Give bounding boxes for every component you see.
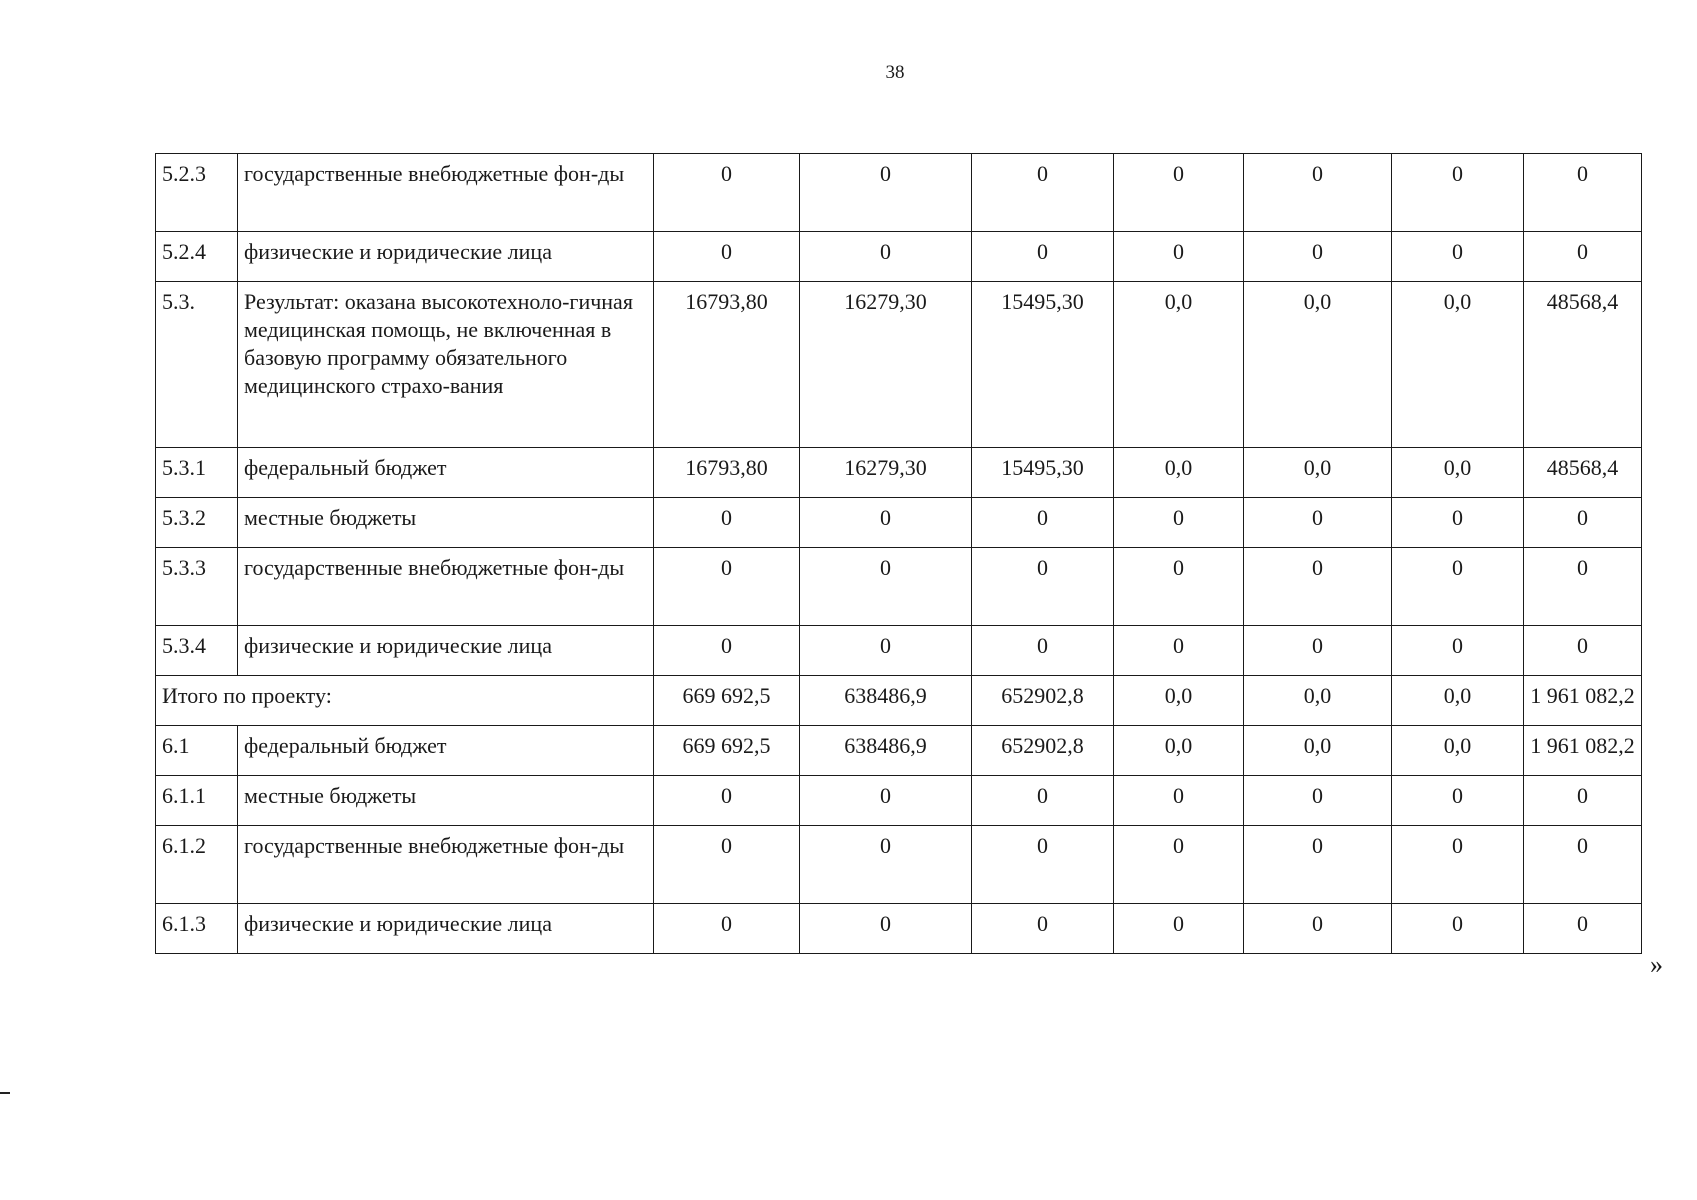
value-cell: 0,0 [1244, 448, 1392, 498]
value-cell: 652902,8 [972, 676, 1114, 726]
value-cell: 15495,30 [972, 282, 1114, 448]
value-cell: 0 [972, 776, 1114, 826]
value-cell: 15495,30 [972, 448, 1114, 498]
row-code: 6.1.1 [156, 776, 238, 826]
row-description: государственные внебюджетные фон-ды [238, 548, 654, 626]
budget-table [155, 153, 1642, 954]
table-row [156, 448, 1642, 498]
row-code: 6.1.2 [156, 826, 238, 904]
value-cell: 0 [654, 826, 800, 904]
table-row [156, 154, 1642, 232]
value-cell: 0,0 [1392, 282, 1524, 448]
value-cell: 0 [654, 776, 800, 826]
value-cell: 0 [1114, 154, 1244, 232]
value-cell: 0 [1244, 232, 1392, 282]
value-cell: 0 [800, 626, 972, 676]
table-row [156, 826, 1642, 904]
row-code: 6.1 [156, 726, 238, 776]
value-cell: 0 [1392, 626, 1524, 676]
value-cell: 0 [1392, 776, 1524, 826]
value-cell: 669 692,5 [654, 726, 800, 776]
value-cell: 0 [1392, 154, 1524, 232]
row-description: государственные внебюджетные фон-ды [238, 154, 654, 232]
value-cell: 0 [1244, 904, 1392, 954]
row-description: физические и юридические лица [238, 232, 654, 282]
table-row [156, 282, 1642, 448]
value-cell: 0 [800, 776, 972, 826]
value-cell: 0 [1244, 626, 1392, 676]
table-row [156, 776, 1642, 826]
row-code: 5.2.3 [156, 154, 238, 232]
value-cell: 0 [800, 548, 972, 626]
row-description: федеральный бюджет [238, 726, 654, 776]
value-cell: 0,0 [1392, 448, 1524, 498]
value-cell: 0 [1524, 498, 1642, 548]
value-cell: 0 [972, 232, 1114, 282]
value-cell: 0 [800, 232, 972, 282]
value-cell: 638486,9 [800, 676, 972, 726]
value-cell: 0 [972, 626, 1114, 676]
table-row [156, 626, 1642, 676]
total-label: Итого по проекту: [156, 676, 654, 726]
closing-quote: » [1650, 950, 1663, 979]
value-cell: 0 [654, 232, 800, 282]
value-cell: 0 [1244, 548, 1392, 626]
value-cell: 669 692,5 [654, 676, 800, 726]
row-description: физические и юридические лица [238, 626, 654, 676]
value-cell: 0,0 [1114, 448, 1244, 498]
row-description: местные бюджеты [238, 776, 654, 826]
page-number: 38 [885, 62, 905, 83]
margin-mark [0, 1092, 10, 1094]
value-cell: 0 [1114, 826, 1244, 904]
row-code: 5.3.2 [156, 498, 238, 548]
value-cell: 16793,80 [654, 448, 800, 498]
value-cell: 0 [1524, 232, 1642, 282]
value-cell: 0,0 [1244, 282, 1392, 448]
table-body [156, 154, 1642, 954]
table-row [156, 232, 1642, 282]
value-cell: 0 [1114, 232, 1244, 282]
value-cell: 0,0 [1114, 282, 1244, 448]
value-cell: 0 [1524, 548, 1642, 626]
value-cell: 0 [1244, 154, 1392, 232]
value-cell: 0 [654, 154, 800, 232]
value-cell: 16279,30 [800, 448, 972, 498]
value-cell: 0 [1114, 776, 1244, 826]
row-description: местные бюджеты [238, 498, 654, 548]
value-cell: 0 [1114, 904, 1244, 954]
value-cell: 0 [800, 904, 972, 954]
value-cell: 0 [1524, 826, 1642, 904]
row-description: физические и юридические лица [238, 904, 654, 954]
value-cell: 48568,4 [1524, 282, 1642, 448]
value-cell: 0 [1392, 498, 1524, 548]
value-cell: 0 [800, 826, 972, 904]
value-cell: 0,0 [1114, 676, 1244, 726]
table-row [156, 726, 1642, 776]
value-cell: 0 [654, 904, 800, 954]
value-cell: 0,0 [1392, 676, 1524, 726]
value-cell: 0 [972, 548, 1114, 626]
value-cell: 0 [1114, 548, 1244, 626]
value-cell: 0 [1524, 154, 1642, 232]
value-cell: 1 961 082,2 [1524, 726, 1642, 776]
value-cell: 0 [1244, 498, 1392, 548]
value-cell: 0 [1524, 904, 1642, 954]
row-description: федеральный бюджет [238, 448, 654, 498]
table-row [156, 548, 1642, 626]
row-code: 5.2.4 [156, 232, 238, 282]
value-cell: 0,0 [1244, 726, 1392, 776]
value-cell: 0 [972, 498, 1114, 548]
value-cell: 652902,8 [972, 726, 1114, 776]
value-cell: 16279,30 [800, 282, 972, 448]
row-code: 5.3.3 [156, 548, 238, 626]
row-code: 6.1.3 [156, 904, 238, 954]
value-cell: 0 [800, 498, 972, 548]
value-cell: 0 [1392, 548, 1524, 626]
value-cell: 0,0 [1392, 726, 1524, 776]
value-cell: 0 [1244, 776, 1392, 826]
value-cell: 0 [1392, 232, 1524, 282]
table-total-row [156, 676, 1642, 726]
value-cell: 0 [800, 154, 972, 232]
value-cell: 0 [1392, 904, 1524, 954]
value-cell: 0 [1114, 626, 1244, 676]
table-row [156, 498, 1642, 548]
value-cell: 0 [654, 548, 800, 626]
value-cell: 48568,4 [1524, 448, 1642, 498]
row-description: Результат: оказана высокотехноло-гичная медицинская помощь, не включенная в базовую программу обязательного медицинского страхо-вания [238, 282, 654, 448]
row-code: 5.3.1 [156, 448, 238, 498]
value-cell: 0 [972, 904, 1114, 954]
value-cell: 0 [654, 626, 800, 676]
value-cell: 16793,80 [654, 282, 800, 448]
value-cell: 1 961 082,2 [1524, 676, 1642, 726]
value-cell: 0 [654, 498, 800, 548]
value-cell: 0 [972, 154, 1114, 232]
row-code: 5.3. [156, 282, 238, 448]
value-cell: 0 [972, 826, 1114, 904]
value-cell: 0 [1392, 826, 1524, 904]
value-cell: 638486,9 [800, 726, 972, 776]
row-code: 5.3.4 [156, 626, 238, 676]
value-cell: 0 [1524, 626, 1642, 676]
value-cell: 0 [1114, 498, 1244, 548]
row-description: государственные внебюджетные фон-ды [238, 826, 654, 904]
value-cell: 0 [1524, 776, 1642, 826]
value-cell: 0,0 [1244, 676, 1392, 726]
value-cell: 0 [1244, 826, 1392, 904]
value-cell: 0,0 [1114, 726, 1244, 776]
table-row [156, 904, 1642, 954]
